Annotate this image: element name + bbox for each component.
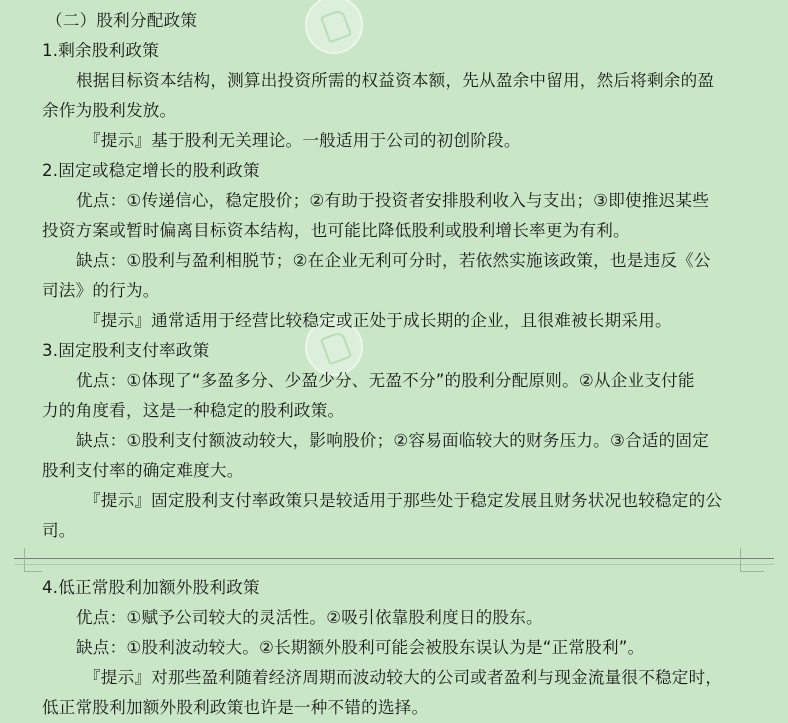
tip-line: 『提示』固定股利支付率政策只是较适用于那些处于稳定发展且财务状况也较稳定的公 — [84, 491, 723, 510]
paragraph-line: 根据目标资本结构，测算出投资所需的权益资本额，先从盈余中留用，然后将剩余的盈 — [76, 71, 715, 90]
paragraph-line: 优点：①体现了“多盈多分、少盈少分、无盈不分”的股利分配原则。②从企业支付能 — [76, 371, 695, 390]
paragraph-line: 司法》的行为。 — [42, 281, 160, 300]
paragraph-line: 缺点：①股利波动较大。②长期额外股利可能会被股东误认为是“正常股利”。 — [76, 638, 645, 657]
page-corner-mark — [24, 571, 42, 572]
page-corner-mark — [740, 571, 764, 572]
tip-line: 『提示』对那些盈利随着经济周期而波动较大的公司或者盈利与现金流量很不稳定时， — [84, 668, 723, 687]
paragraph-line: 优点：①赋予公司较大的灵活性。②吸引依靠股利度日的股东。 — [76, 608, 543, 627]
tip-line: 『提示』基于股利无关理论。一般适用于公司的初创阶段。 — [84, 131, 521, 150]
paragraph-line: 投资方案或暂时偏离目标资本结构，也可能比降低股利或股利增长率更为有利。 — [42, 221, 630, 240]
paragraph-line: 司。 — [42, 521, 76, 540]
policy-title-1: 1.剩余股利政策 — [42, 41, 159, 60]
paragraph-line: 缺点：①股利支付额波动较大，影响股价；②容易面临较大的财务压力。③合适的固定 — [76, 431, 710, 450]
policy-title-3: 3.固定股利支付率政策 — [42, 341, 210, 360]
paragraph-line: 股利支付率的确定难度大。 — [42, 461, 244, 480]
paragraph-line: 缺点：①股利与盈利相脱节；②在企业无利可分时，若依然实施该政策，也是违反《公 — [76, 251, 711, 270]
paragraph-line: 低正常股利加额外股利政策也许是一种不错的选择。 — [42, 698, 429, 717]
page-corner-mark — [740, 548, 741, 572]
section-heading: （二）股利分配政策 — [46, 11, 198, 30]
policy-title-4: 4.低正常股利加额外股利政策 — [42, 578, 260, 597]
page-break-line — [14, 558, 774, 559]
tip-line: 『提示』通常适用于经营比较稳定或正处于成长期的企业，且很难被长期采用。 — [84, 311, 672, 330]
watermark-logo-icon — [305, 0, 363, 54]
paragraph-line: 优点：①传递信心，稳定股价；②有助于投资者安排股利收入与支出；③即使推迟某些 — [76, 191, 710, 210]
paragraph-line: 余作为股利发放。 — [42, 101, 177, 120]
page-break-line — [14, 564, 774, 565]
paragraph-line: 力的角度看，这是一种稳定的股利政策。 — [42, 401, 345, 420]
policy-title-2: 2.固定或稳定增长的股利政策 — [42, 161, 260, 180]
page-corner-mark — [24, 548, 25, 572]
